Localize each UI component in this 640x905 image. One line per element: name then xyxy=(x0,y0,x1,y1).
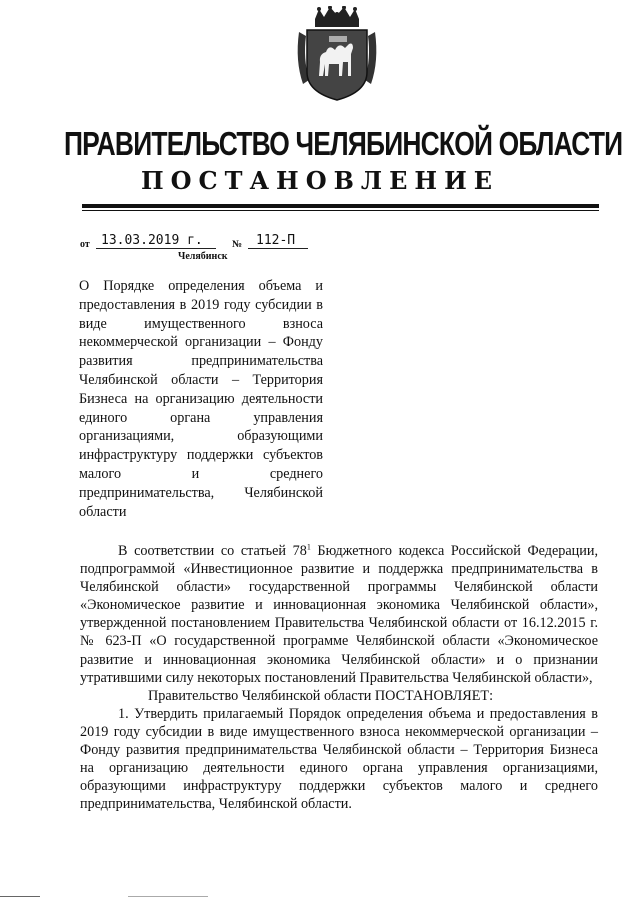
number-underline xyxy=(248,248,308,249)
preamble-paragraph xyxy=(80,542,598,687)
date-prefix: от xyxy=(80,239,90,250)
date-underline xyxy=(96,248,216,249)
preamble-start: В соответствии со статьей 78 xyxy=(118,543,307,559)
document-subject: О Порядке определения объема и предоставления в 2019 году субсидии в виде имущественного взноса некоммерческой организации – Фонду развития предпринимательства Челябинской области – Территория Бизнеса на организацию деятельности единого органа управления организациями, образующими инфраструктуру поддержки субъектов малого и среднего предпринимательства, Челябинской области xyxy=(79,278,323,520)
document-number: 112-П xyxy=(256,233,296,248)
document-date: 13.03.2019 г. xyxy=(101,233,203,248)
city-name: Челябинск xyxy=(178,251,228,262)
header-rule-thin xyxy=(82,210,599,211)
article-superscript: 1 xyxy=(306,542,311,552)
footer-mark-center xyxy=(128,896,208,897)
header-rule-thick xyxy=(82,204,599,208)
preamble-rest: Бюджетного кодекса Российской Федерации, подпрограммой «Инвестиционное развитие и поддержка предпринимательства в Челябинской области» государственной программы Челябинской области «Экономическое развитие и инновационная экономика Челябинской области», утвержденной постановлением Правительства Челябинской области от 16.12.2015 г. № 623-П «О государственной программе Челябинской области «Экономическое развитие и инновационная экономика Челябинской области» и о признании утратившими силу некоторых постановлений Правительства Челябинской области», xyxy=(80,543,598,686)
clause-1: 1. Утвердить прилагаемый Порядок определения объема и предоставления в 2019 году субсидии в виде имущественного взноса некоммерческой организации – Фонду развития предпринимательства Челябинской области – Территория Бизнеса на организацию деятельности единого органа управления организациями, образующими инфраструктуру поддержки субъектов малого и среднего предпринимательства, Челябинской области. xyxy=(80,705,598,813)
organization-title: ПРАВИТЕЛЬСТВО ЧЕЛЯБИНСКОЙ ОБЛАСТИ xyxy=(64,125,623,162)
coat-of-arms-icon xyxy=(293,6,381,102)
document-body xyxy=(80,542,598,813)
resolution-statement: Правительство Челябинской области ПОСТАНОВЛЯЕТ: xyxy=(148,687,494,704)
footer-mark-left xyxy=(0,896,40,897)
number-prefix: № xyxy=(232,239,243,250)
document-type-title: ПОСТАНОВЛЕНИЕ xyxy=(140,166,500,195)
